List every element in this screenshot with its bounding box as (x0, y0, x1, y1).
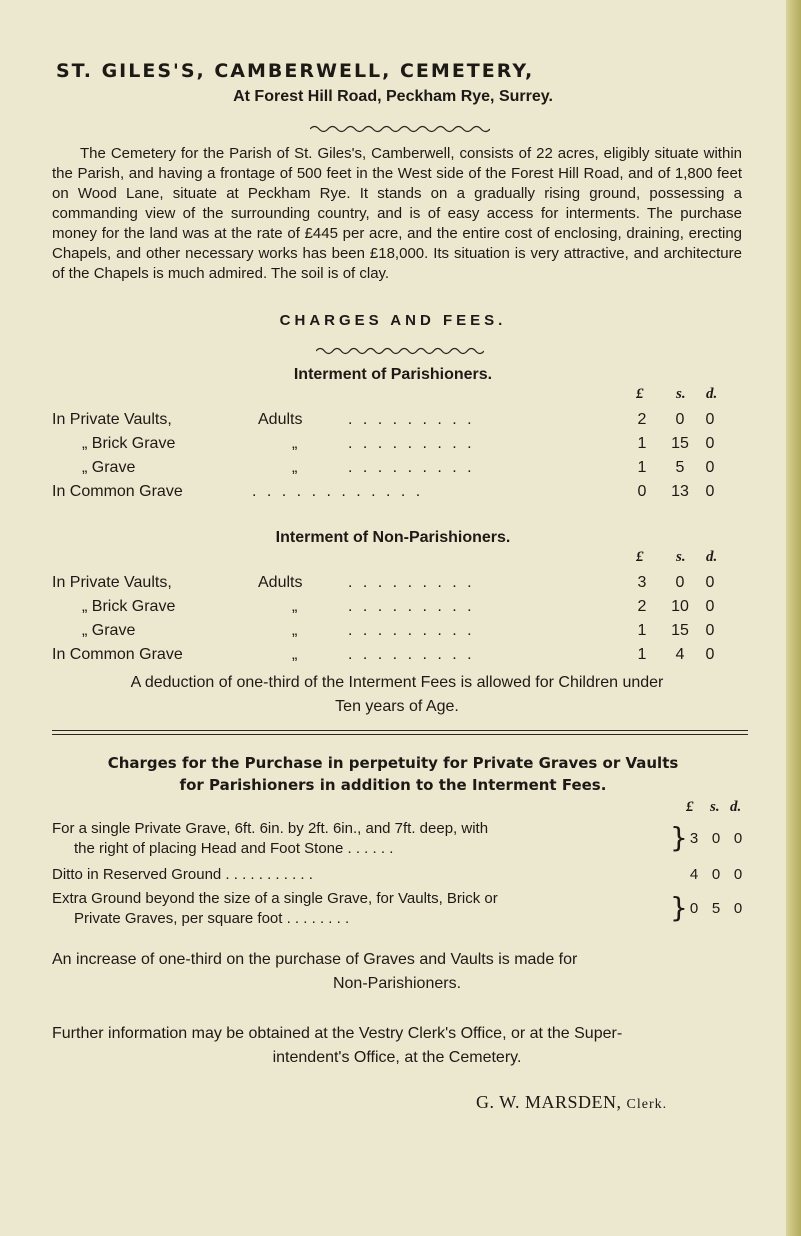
deduction-note-line: Ten years of Age. (335, 698, 459, 715)
row-who: Adults (258, 411, 303, 428)
divider (52, 734, 748, 735)
currency-pence: d. (706, 549, 718, 565)
row-who: „ (292, 459, 298, 476)
table-row: „ Brick Grave „ . . . . . . . . . 1 15 0 (52, 433, 722, 455)
further-info-line: intendent's Office, at the Cemetery. (272, 1049, 522, 1066)
row-place: „ Brick Grave (82, 435, 176, 452)
non-parishioners-heading: Interment of Non-Parishioners. (275, 529, 511, 546)
wave-ornament (310, 124, 490, 134)
deduction-note (52, 671, 742, 719)
perpetuity-item: Extra Ground beyond the size of a single Grave, for Vaults, Brick or Private Graves, per square foot . . . . . . . . } 0 5 0 (52, 890, 743, 927)
currency-shilling: s. (676, 386, 686, 402)
deduction-note-line: A deduction of one-third of the Interment Fees is allowed for Children under (130, 674, 664, 691)
further-info-line: Further information may be obtained at the Vestry Clerk's Office, or at the Super- (52, 1025, 623, 1042)
row-who: „ (292, 646, 298, 663)
row-who: „ (292, 622, 298, 639)
charges-and-fees-heading: CHARGES AND FEES. (279, 312, 507, 329)
table-row: In Common Grave „ . . . . . . . . . 1 4 0 (52, 644, 722, 666)
row-who: Adults (258, 574, 303, 591)
row-place: In Common Grave (52, 483, 183, 500)
currency-shilling: s. (676, 549, 686, 565)
row-who: „ (292, 435, 298, 452)
table-row: In Private Vaults, Adults . . . . . . . . . 2 0 0 (52, 409, 722, 431)
divider (52, 730, 748, 731)
brace: } (670, 891, 688, 924)
row-dots: . . . . . . . . . (348, 622, 475, 639)
row-place: In Common Grave (52, 646, 183, 663)
row-dots: . . . . . . . . . (348, 411, 475, 428)
currency-pound: £ (686, 799, 694, 815)
row-dots: . . . . . . . . . . . . (252, 483, 424, 500)
further-info (52, 1022, 742, 1070)
signature-role: Clerk. (626, 1097, 668, 1112)
row-who: „ (292, 598, 298, 615)
intro-paragraph: The Cemetery for the Parish of St. Giles's, Camberwell, consists of 22 acres, eligibly situate within the Parish, and having a frontage of 500 feet in the West side of the Forest Hill Road, and of 1,800 feet on Wood Lane, situate at Peckham Rye. It stands on a gradually rising ground, possessing a commanding view of the surrounding country, and is of easy access for interments. The purchase money for the land was at the rate of £445 per acre, and the entire cost of enclosing, draining, erecting Chapels, and other necessary works has been £18,000. Its situation is very attractive, and architecture of the Chapels is much admired. The soil is of clay. (52, 145, 742, 282)
row-place: „ Brick Grave (82, 598, 176, 615)
row-place: „ Grave (82, 459, 136, 476)
currency-pence: d. (730, 799, 742, 815)
currency-pence: d. (706, 386, 718, 402)
item-text: Ditto in Reserved Ground . . . . . . . . . . . (52, 866, 313, 883)
table-row: „ Brick Grave „ . . . . . . . . . 2 10 0 (52, 596, 722, 618)
wave-ornament (316, 346, 484, 356)
perpetuity-item: For a single Private Grave, 6ft. 6in. by 2ft. 6in., and 7ft. deep, with the right of placing Head and Foot Stone . . . . . . } 3 0 0 (52, 820, 743, 857)
item-text: the right of placing Head and Foot Stone . . . . . . (74, 840, 394, 857)
table-row: „ Grave „ . . . . . . . . . 1 15 0 (52, 620, 722, 642)
item-text: For a single Private Grave, 6ft. 6in. by 2ft. 6in., and 7ft. deep, with (52, 820, 489, 837)
parishioners-heading: Interment of Parishioners. (293, 366, 493, 383)
increase-note-line: An increase of one-third on the purchase of Graves and Vaults is made for (52, 951, 578, 968)
perpetuity-heading (0, 752, 786, 796)
row-dots: . . . . . . . . . (348, 435, 475, 452)
signature (476, 1092, 667, 1113)
row-place: In Private Vaults, (52, 574, 172, 591)
row-place: In Private Vaults, (52, 411, 172, 428)
currency-pound: £ (636, 549, 644, 565)
brace: } (670, 821, 688, 854)
item-text: Extra Ground beyond the size of a single Grave, for Vaults, Brick or (52, 890, 498, 907)
currency-pound: £ (636, 386, 644, 402)
page-edge (786, 0, 801, 1236)
document-title: ST. GILES'S, CAMBERWELL, CEMETERY, (56, 60, 535, 82)
table-row: In Common Grave . . . . . . . . . . . . 0 13 0 (52, 481, 722, 503)
item-text: Private Graves, per square foot . . . . . . . . (74, 910, 350, 927)
currency-shilling: s. (710, 799, 720, 815)
row-dots: . . . . . . . . . (348, 574, 475, 591)
perpetuity-item: Ditto in Reserved Ground . . . . . . . . . . . 4 0 0 (52, 866, 743, 883)
document-subtitle: At Forest Hill Road, Peckham Rye, Surrey. (233, 88, 553, 105)
table-row: „ Grave „ . . . . . . . . . 1 5 0 (52, 457, 722, 479)
table-row: In Private Vaults, Adults . . . . . . . . . 3 0 0 (52, 572, 722, 594)
row-dots: . . . . . . . . . (348, 459, 475, 476)
increase-note-line: Non-Parishioners. (332, 975, 462, 992)
row-place: „ Grave (82, 622, 136, 639)
increase-note (52, 948, 742, 996)
row-dots: . . . . . . . . . (348, 598, 475, 615)
signature-name: G. W. MARSDEN, (476, 1092, 622, 1112)
perpetuity-heading-line: Charges for the Purchase in perpetuity for Private Graves or Vaults (107, 754, 679, 772)
row-dots: . . . . . . . . . (348, 646, 475, 663)
perpetuity-heading-line: for Parishioners in addition to the Interment Fees. (179, 776, 607, 794)
